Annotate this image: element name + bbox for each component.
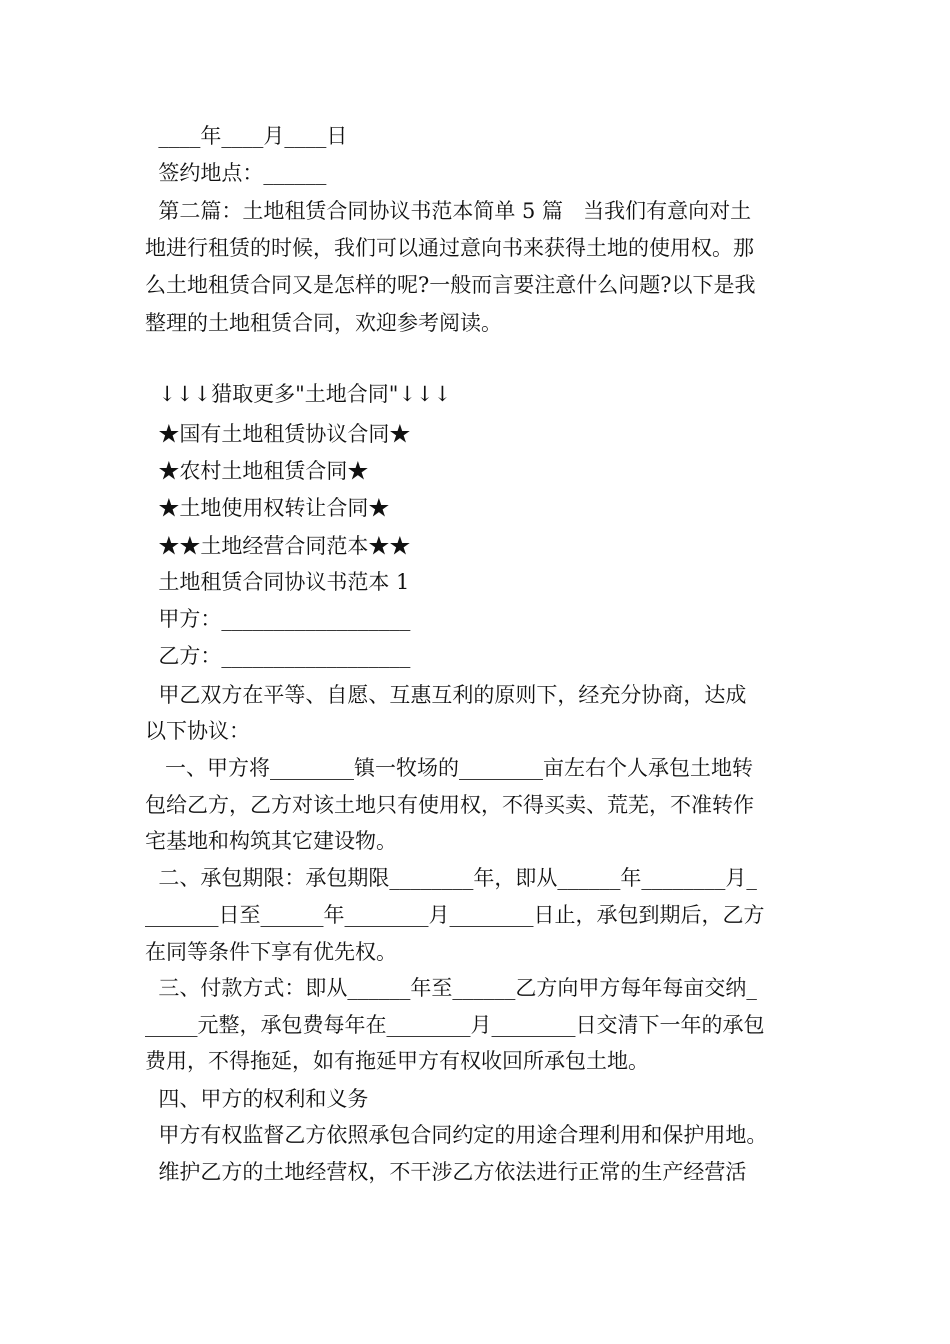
clause-1-line: 一、甲方将________镇一牧场的________亩左右个人承包土地转 [145,756,754,780]
clause-2-line: _______日至______年________月________日止，承包到期后，乙方 [145,903,765,927]
clause-3-line: _____元整，承包费每年在________月________日交清下一年的承包 [145,1013,765,1037]
party-b-line: 乙方：__________________ [145,644,411,668]
agreement-paragraph-line: 以下协议： [145,719,250,743]
intro-paragraph-line: 么土地租赁合同又是怎样的呢?一般而言要注意什么问题?以下是我 [145,273,756,297]
clause-3-line: 三、付款方式：即从______年至______乙方向甲方每年每亩交纳_ [145,976,757,1000]
related-link-item: ★国有土地租赁协议合同★ [145,422,411,446]
party-a-line: 甲方：__________________ [145,607,411,631]
more-links-heading: ↓↓↓猎取更多"土地合同"↓↓↓ [145,382,452,406]
intro-paragraph-line: 地进行租赁的时候，我们可以通过意向书来获得土地的使用权。那 [145,236,754,260]
clause-2-line: 在同等条件下享有优先权。 [145,940,397,964]
section-title: 土地租赁合同协议书范本 1 [145,570,410,594]
clause-1-line: 包给乙方，乙方对该土地只有使用权，不得买卖、荒芜，不准转作 [145,793,754,817]
signing-place-line: 签约地点：______ [145,161,327,185]
related-link-item: ★土地使用权转让合同★ [145,496,390,520]
clause-4-line: 维护乙方的土地经营权，不干涉乙方依法进行正常的生产经营活 [145,1160,747,1184]
date-line: ____年____月____日 [145,124,348,148]
clause-3-line: 费用，不得拖延，如有拖延甲方有权收回所承包土地。 [145,1049,649,1073]
related-link-item: ★农村土地租赁合同★ [145,459,369,483]
agreement-paragraph-line: 甲乙双方在平等、自愿、互惠互利的原则下，经充分协商，达成 [145,683,747,707]
clause-4-line: 甲方有权监督乙方依照承包合同约定的用途合理利用和保护用地。 [145,1123,768,1147]
related-link-item: ★★土地经营合同范本★★ [145,534,411,558]
clause-2-line: 二、承包期限：承包期限________年，即从______年________月_ [145,866,757,890]
clause-4-heading: 四、甲方的权利和义务 [145,1087,369,1111]
intro-paragraph-line: 整理的土地租赁合同，欢迎参考阅读。 [145,311,502,335]
clause-1-line: 宅基地和构筑其它建设物。 [145,829,397,853]
intro-paragraph-line: 第二篇：土地租赁合同协议书范本简单 5 篇 当我们有意向对土 [145,199,752,223]
